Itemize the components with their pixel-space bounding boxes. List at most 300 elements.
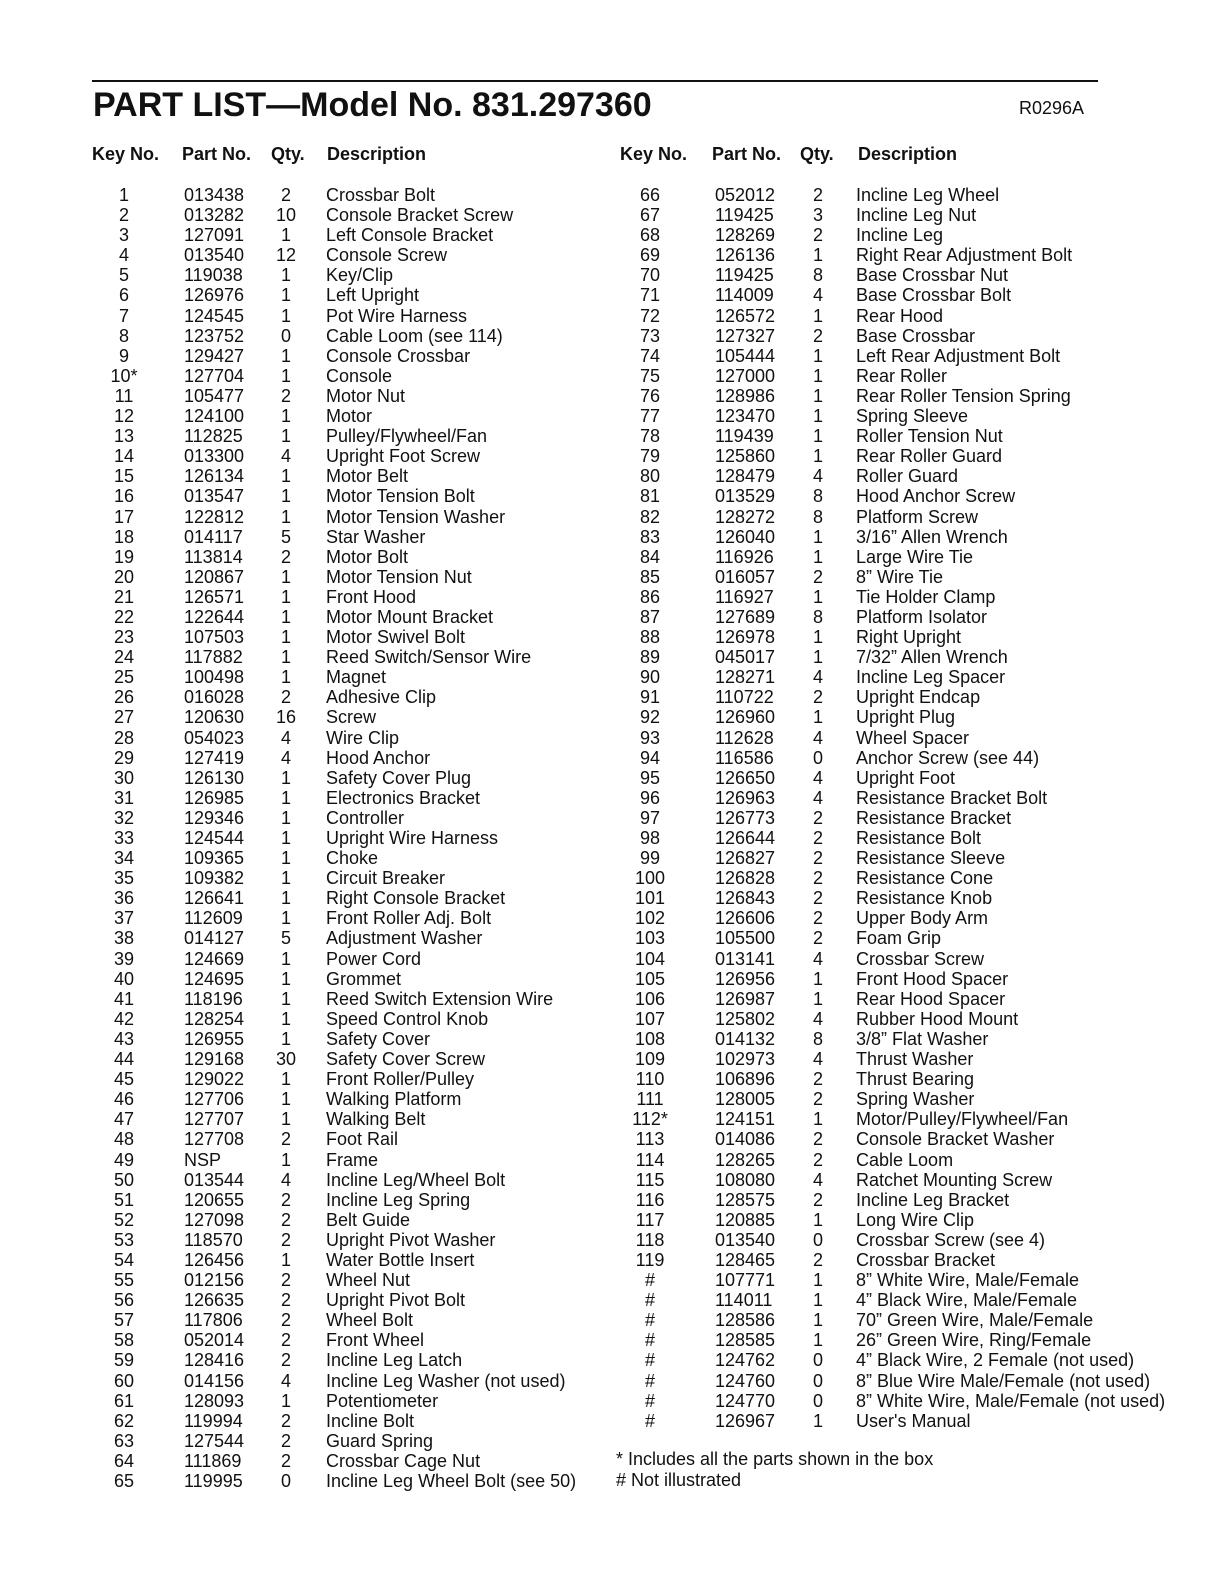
cell-part-no: 125802 [715,1008,776,1029]
cell-key-no: 95 [639,767,661,788]
cell-description: Crossbar Bolt [326,185,436,205]
cell-qty: 16 [275,707,297,728]
cell-qty: 12 [275,245,297,266]
cell-qty: 2 [812,566,823,587]
cell-description: Frame [326,1149,379,1170]
cell-qty: 2 [280,1410,291,1431]
cell-description: Foam Grip [856,928,942,949]
cell-key-no: 40 [113,968,135,989]
cell-part-no: 117806 [184,1310,243,1331]
cell-part-no: 106896 [715,1069,776,1090]
cell-description: Electronics Bracket [326,787,481,808]
cell-part-no: 129022 [184,1069,245,1090]
cell-part-no: 016028 [184,687,245,708]
cell-description: 8” White Wire, Male/Female [856,1270,1080,1291]
cell-key-no: 64 [113,1450,135,1471]
cell-part-no: 126827 [715,848,776,869]
cell-qty: 1 [280,1089,291,1110]
cell-description: Grommet [326,968,402,989]
cell-key-no: 101 [634,888,666,909]
cell-key-no: 118 [635,1229,665,1250]
cell-part-no: 013141 [715,948,776,969]
cell-description: Base Crossbar Bolt [856,285,1012,306]
footnote-asterisk: * Includes all the parts shown in the box [616,1449,934,1469]
cell-description: Reed Switch/Sensor Wire [326,647,532,668]
cell-description: Platform Screw [856,506,979,527]
cell-qty: 2 [812,807,823,828]
cell-description: Adhesive Clip [326,687,437,708]
cell-part-no: 105477 [184,385,245,406]
cell-description: Incline Leg Latch [326,1350,463,1371]
document-code: R0296A [1019,98,1085,118]
cell-part-no: 126987 [715,988,776,1009]
top-rule [92,80,1098,82]
cell-description: Resistance Bolt [856,828,982,848]
cell-key-no: 91 [639,687,661,708]
cell-part-no: 119439 [715,426,774,447]
cell-qty: 2 [280,1189,291,1210]
cell-description: Walking Platform [326,1089,462,1110]
cell-key-no: 74 [639,345,661,366]
cell-description: Platform Isolator [856,606,988,627]
cell-description: Large Wire Tie [856,546,974,567]
cell-qty: 2 [280,1330,291,1351]
cell-qty: 0 [280,325,291,346]
page-title: PART LIST—Model No. 831.297360 [93,86,652,124]
cell-description: Left Upright [326,285,420,306]
cell-key-no: 26 [113,687,135,708]
cell-key-no: 25 [113,667,135,688]
cell-description: Star Washer [326,526,426,547]
cell-description: Motor Mount Bracket [326,606,494,627]
cell-qty: 4 [812,767,823,788]
cell-description: Long Wire Clip [856,1209,975,1230]
cell-qty: 1 [812,968,823,989]
cell-key-no: 86 [639,586,661,607]
cell-description: Left Console Bracket [326,225,494,246]
cell-qty: 2 [812,1249,823,1270]
cell-description: Upright Pivot Washer [326,1229,496,1250]
cell-key-no: 84 [639,546,661,567]
cell-qty: 1 [812,546,823,567]
cell-qty: 0 [812,747,823,768]
cell-description: Safety Cover [326,1028,431,1049]
cell-part-no: 119994 [184,1410,243,1431]
cell-qty: 1 [280,908,291,929]
cell-qty: 1 [812,627,823,648]
cell-part-no: 127419 [184,747,245,768]
cell-description: 8” Blue Wire Male/Female (not used) [856,1370,1151,1391]
cell-description: Thrust Bearing [856,1069,975,1090]
cell-description: 3/8” Flat Washer [856,1028,989,1049]
cell-qty: 1 [280,606,291,627]
cell-description: 4” Black Wire, Male/Female [856,1290,1078,1311]
cell-part-no: 119425 [715,205,774,226]
cell-key-no: 87 [639,606,661,627]
cell-qty: 1 [812,1209,823,1230]
cell-qty: 2 [280,1310,291,1331]
cell-description: Safety Cover Plug [326,767,472,788]
cell-part-no: 124544 [184,828,245,848]
cell-part-no: 122644 [184,606,245,627]
header-part-no: Part No. [712,144,782,164]
cell-key-no: 1 [118,185,129,205]
cell-part-no: 120655 [184,1189,245,1210]
cell-key-no: 77 [639,406,661,427]
cell-part-no: 122812 [184,506,245,527]
cell-description: Choke [326,848,379,869]
cell-key-no: 104 [634,948,666,969]
cell-part-no: 116926 [715,546,774,567]
cell-key-no: 32 [113,807,135,828]
cell-part-no: 107503 [184,627,245,648]
cell-part-no: 126606 [715,908,776,929]
cell-qty: 1 [280,285,291,306]
cell-description: 26” Green Wire, Ring/Female [856,1330,1092,1351]
cell-qty: 1 [812,647,823,668]
cell-description: Console Crossbar [326,345,471,366]
cell-part-no: 105444 [715,345,776,366]
cell-description: Guard Spring [326,1430,434,1451]
cell-key-no: 4 [118,245,129,266]
cell-key-no: 89 [639,647,661,668]
cell-description: Motor/Pulley/Flywheel/Fan [856,1109,1069,1130]
cell-qty: 4 [280,747,291,768]
cell-part-no: 126641 [184,888,245,909]
cell-key-no: # [644,1350,655,1371]
cell-key-no: 60 [113,1370,135,1391]
cell-key-no: 61 [113,1390,135,1411]
cell-part-no: 127098 [184,1209,245,1230]
cell-key-no: 106 [634,988,666,1009]
cell-key-no: 3 [118,225,129,246]
cell-part-no: 110722 [715,687,774,708]
cell-key-no: 62 [113,1410,135,1431]
cell-key-no: # [644,1390,655,1411]
cell-description: Rear Hood Spacer [856,988,1006,1009]
cell-description: Wheel Spacer [856,727,970,748]
cell-description: Spring Washer [856,1089,975,1110]
cell-qty: 2 [812,828,823,848]
cell-qty: 1 [280,265,291,286]
cell-description: Incline Leg Spacer [856,667,1006,688]
cell-part-no: 114011 [715,1290,773,1311]
cell-part-no: 045017 [715,647,776,668]
cell-description: Right Upright [856,627,962,648]
cell-qty: 2 [280,1229,291,1250]
cell-description: Right Console Bracket [326,888,506,909]
cell-qty: 2 [812,1129,823,1150]
cell-qty: 2 [280,687,291,708]
cell-qty: 1 [280,345,291,366]
cell-qty: 1 [280,988,291,1009]
cell-qty: 1 [812,446,823,467]
cell-description: Console Bracket Washer [856,1129,1055,1150]
cell-description: User's Manual [856,1410,971,1431]
cell-description: 3/16” Allen Wrench [856,526,1008,547]
cell-key-no: 16 [113,486,135,507]
cell-part-no: 124695 [184,968,245,989]
cell-part-no: 127704 [184,365,245,386]
cell-part-no: 105500 [715,928,776,949]
cell-description: Potentiometer [326,1390,439,1411]
cell-part-no: 014117 [184,526,243,547]
cell-qty: 1 [280,948,291,969]
cell-key-no: 7 [118,305,129,326]
cell-description: Upper Body Arm [856,908,989,929]
cell-part-no: 126571 [184,586,245,607]
cell-description: Upright Endcap [856,687,981,708]
cell-qty: 4 [812,1008,823,1029]
cell-part-no: 123470 [715,406,776,427]
cell-qty: 1 [812,1290,823,1311]
cell-qty: 1 [812,406,823,427]
cell-description: Speed Control Knob [326,1008,489,1029]
cell-key-no: 93 [639,727,661,748]
cell-description: Front Wheel [326,1330,425,1351]
cell-description: Pulley/Flywheel/Fan [326,426,488,447]
cell-key-no: # [644,1370,655,1391]
cell-qty: 2 [280,1350,291,1371]
cell-key-no: 112* [632,1109,668,1130]
cell-description: Base Crossbar [856,325,976,346]
cell-key-no: 68 [639,225,661,246]
cell-part-no: 124762 [715,1350,776,1371]
cell-key-no: 57 [113,1310,135,1331]
cell-key-no: 15 [113,466,135,487]
cell-part-no: 013540 [184,245,245,266]
cell-part-no: 126650 [715,767,776,788]
cell-description: Incline Bolt [326,1410,415,1431]
cell-qty: 2 [812,928,823,949]
cell-qty: 2 [812,225,823,246]
cell-part-no: NSP [184,1149,222,1170]
cell-description: Thrust Washer [856,1049,974,1070]
cell-qty: 8 [812,1028,823,1049]
cell-part-no: 120630 [184,707,245,728]
cell-part-no: 127707 [184,1109,245,1130]
cell-part-no: 108080 [715,1169,776,1190]
cell-qty: 4 [280,1370,291,1391]
cell-part-no: 013544 [184,1169,245,1190]
cell-key-no: 50 [113,1169,135,1190]
cell-qty: 1 [280,305,291,326]
cell-part-no: 127708 [184,1129,245,1150]
cell-key-no: 83 [639,526,661,547]
cell-part-no: 128575 [715,1189,776,1210]
cell-part-no: 125860 [715,446,776,467]
cell-part-no: 126963 [715,787,776,808]
cell-qty: 1 [280,1109,291,1130]
cell-description: Incline Leg Bracket [856,1189,1010,1210]
cell-key-no: 28 [113,727,135,748]
cell-description: Upright Wire Harness [326,828,499,848]
cell-key-no: 42 [113,1008,135,1029]
cell-key-no: 59 [113,1350,135,1371]
cell-qty: 2 [812,908,823,929]
cell-part-no: 126644 [715,828,776,848]
cell-key-no: 5 [118,265,129,286]
cell-part-no: 014156 [184,1370,245,1391]
cell-qty: 1 [280,787,291,808]
cell-description: Upright Plug [856,707,956,728]
cell-description: Walking Belt [326,1109,426,1130]
cell-part-no: 054023 [184,727,245,748]
cell-key-no: 34 [113,848,135,869]
cell-qty: 4 [812,787,823,808]
header-key-no: Key No. [620,144,688,164]
cell-key-no: 43 [113,1028,135,1049]
cell-qty: 1 [812,385,823,406]
cell-description: Incline Leg Wheel Bolt (see 50) [326,1471,577,1491]
cell-description: Magnet [326,667,387,688]
cell-qty: 1 [280,1069,291,1090]
cell-key-no: 56 [113,1290,135,1311]
cell-qty: 1 [280,466,291,487]
cell-key-no: 14 [113,446,135,467]
header-qty: Qty. [271,144,305,164]
cell-description: Right Rear Adjustment Bolt [856,245,1073,266]
cell-key-no: 111 [636,1089,664,1110]
cell-qty: 1 [280,667,291,688]
cell-part-no: 114009 [715,285,774,306]
cell-qty: 1 [280,1028,291,1049]
cell-qty: 1 [280,1390,291,1411]
cell-part-no: 127327 [715,325,776,346]
cell-qty: 1 [280,1149,291,1170]
header-description: Description [858,144,958,164]
cell-key-no: 94 [639,747,661,768]
cell-qty: 2 [812,1069,823,1090]
cell-description: Motor Tension Washer [326,506,506,527]
cell-key-no: 115 [635,1169,665,1190]
cell-qty: 1 [280,426,291,447]
cell-qty: 1 [280,767,291,788]
cell-description: Incline Leg/Wheel Bolt [326,1169,506,1190]
cell-qty: 2 [280,546,291,567]
cell-key-no: 30 [113,767,135,788]
cell-qty: 2 [812,1089,823,1110]
cell-qty: 1 [812,1310,823,1331]
cell-qty: 1 [812,245,823,266]
cell-description: Crossbar Cage Nut [326,1450,481,1471]
cell-description: Crossbar Bracket [856,1249,996,1270]
header-description: Description [327,144,427,164]
cell-key-no: 88 [639,627,661,648]
cell-key-no: 97 [639,807,661,828]
cell-description: Spring Sleeve [856,406,969,427]
cell-key-no: 35 [113,868,135,889]
cell-qty: 1 [280,828,291,848]
cell-description: Cable Loom (see 114) [326,325,503,346]
cell-description: Incline Leg Washer (not used) [326,1370,566,1391]
cell-description: Roller Tension Nut [856,426,1003,447]
cell-description: Reed Switch Extension Wire [326,988,554,1009]
cell-key-no: 20 [113,566,135,587]
cell-qty: 2 [812,888,823,909]
cell-key-no: # [644,1330,655,1351]
cell-description: Upright Pivot Bolt [326,1290,466,1311]
cell-part-no: 118570 [184,1229,243,1250]
cell-part-no: 126976 [184,285,245,306]
cell-part-no: 124545 [184,305,245,326]
cell-part-no: 116927 [715,586,774,607]
cell-key-no: 117 [635,1209,665,1230]
cell-key-no: 33 [113,828,135,848]
cell-description: Front Roller Adj. Bolt [326,908,492,929]
cell-key-no: 24 [113,647,135,668]
cell-qty: 1 [280,586,291,607]
cell-qty: 4 [812,727,823,748]
cell-key-no: 53 [113,1229,135,1250]
cell-qty: 1 [812,345,823,366]
cell-part-no: 052014 [184,1330,245,1351]
cell-qty: 1 [280,868,291,889]
cell-key-no: 82 [639,506,661,527]
cell-qty: 8 [812,506,823,527]
cell-key-no: 38 [113,928,135,949]
cell-key-no: 96 [639,787,661,808]
cell-key-no: 66 [639,185,661,205]
cell-part-no: 126572 [715,305,776,326]
cell-qty: 1 [812,426,823,447]
cell-part-no: 124100 [184,406,245,427]
cell-qty: 2 [280,1430,291,1451]
cell-part-no: 016057 [715,566,776,587]
cell-key-no: 102 [634,908,666,929]
cell-qty: 1 [280,647,291,668]
cell-qty: 1 [280,1249,291,1270]
cell-key-no: 69 [639,245,661,266]
header-qty: Qty. [800,144,834,164]
cell-part-no: 128986 [715,385,776,406]
cell-qty: 4 [812,667,823,688]
cell-part-no: 127689 [715,606,776,627]
cell-key-no: 70 [639,265,661,286]
cell-qty: 2 [280,185,291,205]
cell-part-no: 127544 [184,1430,245,1451]
cell-key-no: 90 [639,667,661,688]
cell-key-no: 19 [113,546,135,567]
cell-part-no: 124770 [715,1390,776,1411]
cell-qty: 2 [812,1189,823,1210]
cell-part-no: 100498 [184,667,245,688]
cell-qty: 4 [812,1049,823,1070]
cell-part-no: 129427 [184,345,245,366]
cell-key-no: 2 [118,205,129,226]
cell-part-no: 126130 [184,767,245,788]
cell-part-no: 129168 [184,1049,245,1070]
cell-key-no: 76 [639,385,661,406]
cell-description: Resistance Sleeve [856,848,1006,869]
cell-qty: 4 [280,727,291,748]
cell-description: Crossbar Screw [856,948,985,969]
cell-description: Rear Roller Guard [856,446,1003,467]
cell-part-no: 119425 [715,265,774,286]
cell-part-no: 128093 [184,1390,245,1411]
cell-description: Adjustment Washer [326,928,483,949]
cell-key-no: 47 [113,1109,135,1130]
cell-key-no: 65 [113,1471,135,1491]
cell-key-no: 13 [113,426,135,447]
cell-part-no: 126985 [184,787,245,808]
cell-description: Console Bracket Screw [326,205,514,226]
cell-qty: 0 [280,1471,291,1491]
cell-qty: 1 [812,988,823,1009]
cell-description: Pot Wire Harness [326,305,468,326]
cell-qty: 4 [812,1169,823,1190]
cell-part-no: 109365 [184,848,245,869]
